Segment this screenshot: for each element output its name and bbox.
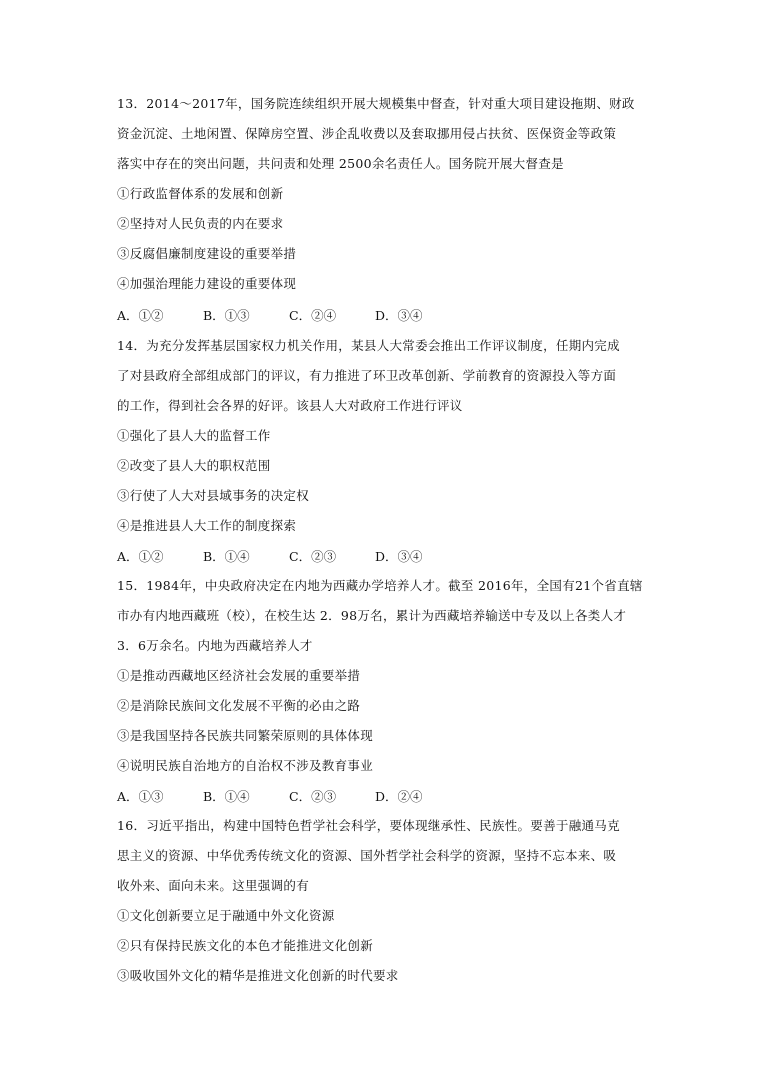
answer-statement: ③吸收国外文化的精华是推进文化创新的时代要求 [117, 968, 399, 983]
answer-statement: ②只有保持民族文化的本色才能推进文化创新 [117, 938, 374, 953]
answer-statement: ①强化了县人大的监督工作 [117, 428, 271, 443]
question-stem-line: 收外来、面向未来。这里强调的有 [117, 878, 310, 893]
answer-statement: ④是推进县人大工作的制度探索 [117, 518, 297, 533]
question-stem-line: 了对县政府全部组成部门的评议，有力推进了环卫改革创新、学前教育的资源投入等方面 [117, 368, 617, 383]
option-c[interactable]: C．②③ [289, 549, 337, 564]
option-b[interactable]: B．①③ [203, 308, 250, 323]
option-a[interactable]: A．①② [117, 549, 164, 564]
question-stem-line: 落实中存在的突出问题，共问责和处理 2500余名责任人。国务院开展大督查是 [117, 156, 564, 171]
answer-statement: ②改变了县人大的职权范围 [117, 458, 271, 473]
option-d[interactable]: D．②④ [375, 789, 423, 804]
question-stem-line: 思主义的资源、中华优秀传统文化的资源、国外哲学社会科学的资源，坚持不忘本来、吸 [117, 848, 617, 863]
option-a[interactable]: A．①③ [117, 789, 164, 804]
question-stem-line: 13．2014～2017年，国务院连续组织开展大规模集中督查，针对重大项目建设拖期、财政 [117, 96, 635, 111]
answer-statement: ③是我国坚持各民族共同繁荣原则的具体体现 [117, 728, 374, 743]
answer-statement: ②坚持对人民负责的内在要求 [117, 216, 284, 231]
answer-statement: ①行政监督体系的发展和创新 [117, 186, 284, 201]
option-a[interactable]: A．①② [117, 308, 164, 323]
option-b[interactable]: B．①④ [203, 789, 250, 804]
answer-statement: ④加强治理能力建设的重要体现 [117, 276, 297, 291]
option-d[interactable]: D．③④ [375, 549, 423, 564]
answer-statement: ②是消除民族间文化发展不平衡的必由之路 [117, 698, 361, 713]
option-c[interactable]: C．②③ [289, 789, 337, 804]
question-stem-line: 15．1984年，中央政府决定在内地为西藏办学培养人才。截至 2016年，全国有21个省直辖 [117, 578, 643, 593]
option-d[interactable]: D．③④ [375, 308, 423, 323]
question-stem-line: 14．为充分发挥基层国家权力机关作用，某县人大常委会推出工作评议制度，任期内完成 [117, 338, 620, 353]
question-stem-line: 资金沉淀、土地闲置、保障房空置、涉企乱收费以及套取挪用侵占扶贫、医保资金等政策 [117, 126, 617, 141]
question-stem-line: 的工作，得到社会各界的好评。该县人大对政府工作进行评议 [117, 398, 463, 413]
answer-statement: ④说明民族自治地方的自治权不涉及教育事业 [117, 758, 374, 773]
question-stem-line: 16．习近平指出，构建中国特色哲学社会科学，要体现继承性、民族性。要善于融通马克 [117, 818, 620, 833]
question-stem-line: 市办有内地西藏班（校），在校生达 2．98万名，累计为西藏培养输送中专及以上各类人才 [117, 608, 627, 623]
option-c[interactable]: C．②④ [289, 308, 337, 323]
answer-statement: ③反腐倡廉制度建设的重要举措 [117, 246, 297, 261]
answer-statement: ①文化创新要立足于融通中外文化资源 [117, 908, 335, 923]
answer-statement: ①是推动西藏地区经济社会发展的重要举措 [117, 668, 361, 683]
question-stem-line: 3．6万余名。内地为西藏培养人才 [117, 638, 313, 653]
answer-statement: ③行使了人大对县域事务的决定权 [117, 488, 310, 503]
option-b[interactable]: B．①④ [203, 549, 250, 564]
